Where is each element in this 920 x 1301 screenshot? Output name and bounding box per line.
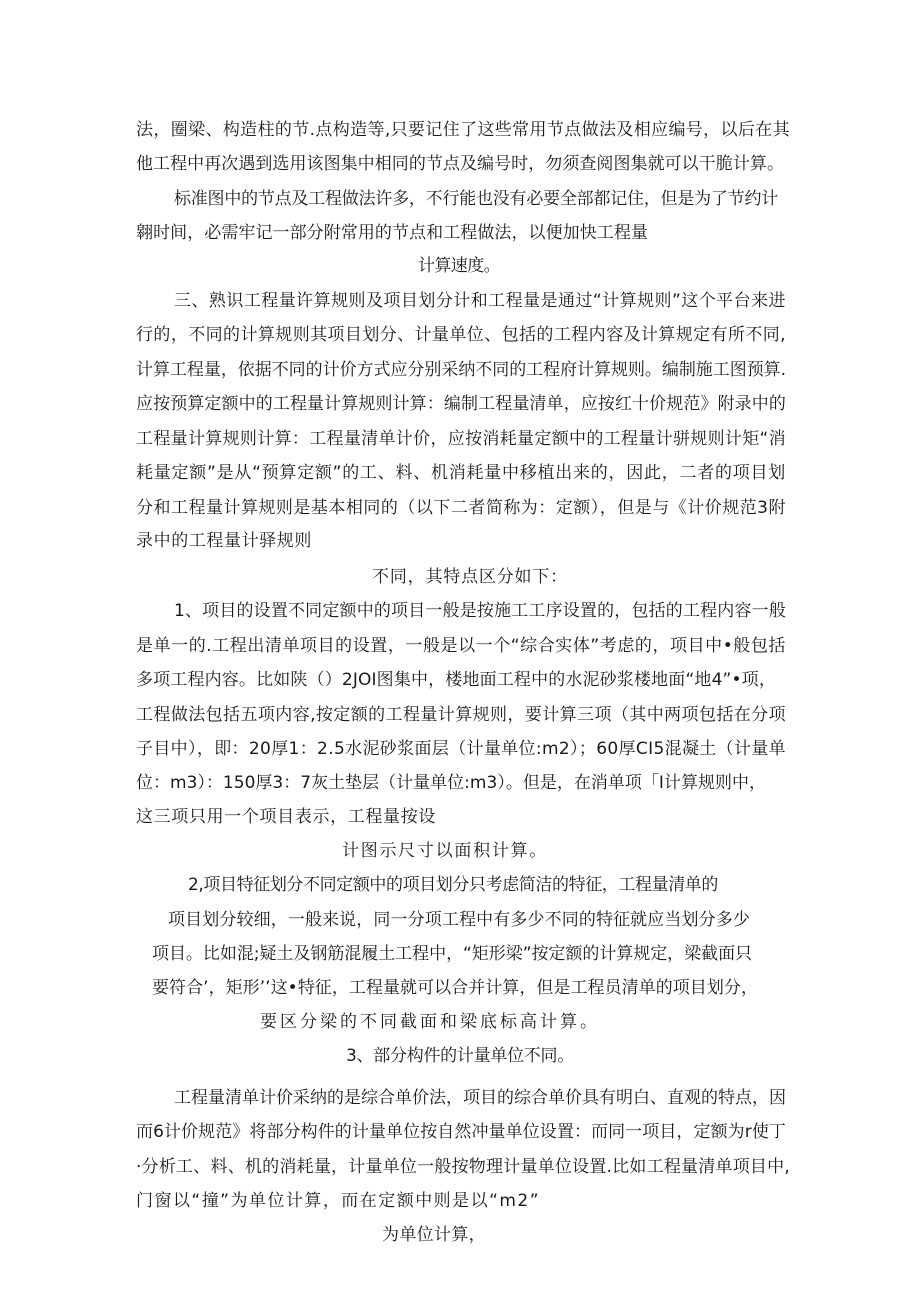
text-line-13: 录中的工程量计驿规则: [136, 531, 312, 551]
text-line-20: 位：m3）：150厚3：7灰土垫层（计量单位:m3）。但是，在消单项「I计算规则中，: [136, 773, 766, 793]
text-line-33: 为单位计算，: [382, 1225, 486, 1245]
text-line-3: 标准图中的节点及工程做法许多，不行能也没有必要全部都记住，但是为了节约计: [174, 189, 778, 209]
text-line-23: 2,项目特征划分不同定额中的项目划分只考虑简洁的特征，工程量清单的: [188, 875, 718, 895]
text-line-26: 要符合’，矩形’’这•特征，工程量就可以合并计算，但是工程员清单的项目划分，: [152, 978, 758, 998]
text-line-15: 1、项目的设置不同定额中的项目一般是按施工工序设置的，包括的工程内容一般: [174, 601, 786, 621]
text-line-16: 是单一的.工程出清单项目的设置，一般是以一个“综合实体”考虑的，项目中•般包括: [136, 636, 786, 656]
text-line-10: 工程量计算规则计算：工程量清单计价，应按消耗量定额中的工程量计骈规则计矩“消: [136, 429, 786, 449]
text-line-22: 计图示尺寸以面积计算。: [342, 841, 548, 861]
text-line-14: 不同，其特点区分如下：: [372, 567, 568, 587]
text-line-12: 分和工程量计算规则是基本相同的（以下二者简称为：定额），但是与《计价规范3附: [136, 498, 786, 518]
text-line-11: 耗量定额”是从“预算定额”的工、料、机消耗量中移植出来的，因此，二者的项目划: [136, 463, 786, 483]
text-line-8: 计算工程量，依据不同的计价方式应分别采纳不同的工程府计算规则。编制施工图预算.: [136, 360, 786, 380]
text-line-7: 行的，不同的计算规则其项目划分、计量单位、包括的工程内容及计算规定有所不同,: [136, 325, 786, 345]
text-line-4: 翱时间，必需牢记一部分附常用的节点和工程做法，以便加快工程量: [136, 223, 648, 243]
text-line-19: 子目中），即：20厚1：2.5水泥砂浆面层（计量单位:m2）；60厚CI5混凝土（计量单: [136, 739, 786, 759]
text-line-28: 3、部分构件的计量单位不同。: [346, 1046, 574, 1066]
text-line-9: 应按预算定额中的工程量计算规则计算：编制工程量清单，应按红十价规范》附录中的: [136, 394, 786, 414]
text-line-1: 法，圈梁、构造柱的节.点构造等,只要记住了这些常用节点做法及相应编号，以后在其: [136, 120, 790, 140]
text-line-18: 工程做法包括五项内容,按定额的工程量计算规则，要计算三项（其中两项包括在分项: [136, 705, 786, 725]
text-line-29: 工程量清单计价采纳的是综合单价法，项目的综合单价具有明白、直观的特点，因: [174, 1088, 786, 1108]
text-line-24: 项目划分较细，一般来说，同一分项工程中有多少不同的特征就应当划分多少: [168, 910, 750, 930]
text-line-25: 项目。比如混;疑土及钢筋混履土工程中，“矩形梁”按定额的计算规定，梁截面只: [152, 944, 752, 964]
text-line-32: 门窗以“撞”为单位计算，而在定额中则是以“m2”: [136, 1191, 540, 1211]
text-line-2: 他工程中再次遇到选用该图集中相同的节点及编号时，勿须查阅图集就可以干脆计算。: [136, 154, 784, 174]
text-line-17: 多项工程内容。比如陕（）2JOI图集中，楼地面工程中的水泥砂浆楼地面“地4”•项，: [136, 670, 776, 690]
text-line-21: 这三项只用一个项目表示，工程量按设: [136, 807, 436, 827]
text-line-6: 三、熟识工程量许算规则及项目划分计和工程量是通过“计算规则”这个平台来进: [174, 291, 786, 311]
text-line-5: 计算速度。: [418, 256, 500, 276]
text-line-30: 而6计价规范》将部分构件的计量单位按自然冲量单位设置：而同一项目，定额为r使丁: [136, 1122, 786, 1142]
text-line-31: ·分析工、料、机的消耗量，计量单位一般按物理计量单位设置.比如工程量清单项目中,: [136, 1157, 790, 1177]
text-line-27: 要区分梁的不同截面和梁底标高计算。: [260, 1012, 600, 1032]
